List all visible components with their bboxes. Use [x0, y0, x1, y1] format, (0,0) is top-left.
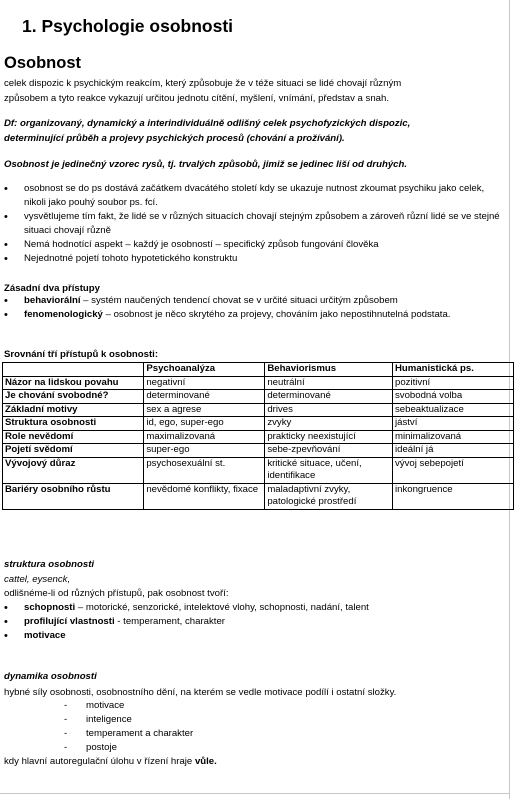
table-row-header: Pojetí svědomí: [3, 444, 144, 458]
page-bottom-edge: [0, 793, 510, 794]
structure-intro: odlišnéme-li od různých přístupů, pak osobnost tvoří:: [4, 588, 229, 599]
approach-term: behaviorální: [24, 295, 81, 306]
table-header-cell: Humanistická ps.: [393, 363, 514, 377]
closing-text: kdy hlavní autoregulační úlohu v řízení hraje: [4, 756, 195, 767]
approach-text: – osobnost je něco skrytého za projevy, chováním jako nepostihnutelná podstata.: [102, 309, 451, 320]
dynamics-closing: [4, 754, 217, 769]
list-item: - postoje: [4, 741, 502, 755]
table-row: [3, 483, 514, 509]
table-row: [3, 430, 514, 444]
table-row: [3, 444, 514, 458]
table-cell: inkongruence: [393, 483, 514, 509]
table-cell: kritické situace, učení, identifikace: [265, 457, 393, 483]
table-cell: sex a agrese: [144, 403, 265, 417]
list-item: • vysvětlujeme tím fakt, že lidé se v různých situacích chovají stejným způsobem a zároveň různí lidé se ve stejné situaci chovají různě: [4, 210, 502, 238]
comparison-title: Srovnání tří přístupů k osobnosti:: [4, 349, 159, 360]
list-item: [4, 601, 502, 615]
table-cell: pozitivní: [393, 376, 514, 390]
list-item: [4, 629, 502, 643]
structure-list: [4, 601, 502, 643]
section-title: Osobnost: [4, 54, 81, 72]
table-cell: nevědomé konflikty, fixace: [144, 483, 265, 509]
table-cell: maximalizovaná: [144, 430, 265, 444]
table-cell: jáství: [393, 417, 514, 431]
dynamics-title: dynamika osobnosti: [4, 671, 97, 682]
table-row-header: Základní motivy: [3, 403, 144, 417]
table-header-cell: [3, 363, 144, 377]
structure-authors: cattel, eysenck,: [4, 574, 71, 585]
approach-term: fenomenologický: [24, 309, 103, 320]
table-row-header: Bariéry osobního růstu: [3, 483, 144, 509]
table-header-row: [3, 363, 514, 377]
structure-text: - temperament, charakter: [114, 616, 225, 627]
approach-text: – systém naučených tendencí chovat se v určité situaci určitým způsobem: [80, 295, 398, 306]
list-item: [4, 308, 502, 322]
table-row: [3, 390, 514, 404]
dynamics-intro: hybné síly osobnosti, osobnostního dění, na kterém se vedle motivace podílí i ostatní složky.: [4, 687, 397, 698]
list-item: - motivace: [4, 699, 502, 713]
table-cell: super-ego: [144, 444, 265, 458]
table-cell: maladaptivní zvyky, patologické prostředí: [265, 483, 393, 509]
list-item: - inteligence: [4, 713, 502, 727]
table-cell: zvyky: [265, 417, 393, 431]
table-row: [3, 376, 514, 390]
structure-term: motivace: [24, 630, 66, 641]
table-cell: determinované: [265, 390, 393, 404]
definition-paragraph: Df: organizovaný, dynamický a interindividuálně odlišný celek psychofyzických dispozic, determinující průběh a projevy psychických procesů (chování a prožívání).: [4, 118, 411, 144]
table-cell: vývoj sebepojetí: [393, 457, 514, 483]
table-row-header: Je chování svobodné?: [3, 390, 144, 404]
document-heading: 1. Psychologie osobnosti: [22, 16, 234, 36]
table-cell: svobodná volba: [393, 390, 514, 404]
structure-term: schopnosti: [24, 602, 76, 613]
approaches-list: [4, 294, 502, 322]
table-cell: id, ego, super-ego: [144, 417, 265, 431]
table-cell: ideální já: [393, 444, 514, 458]
table-body: [3, 376, 514, 509]
table-row-header: Názor na lidskou povahu: [3, 376, 144, 390]
table-cell: sebeaktualizace: [393, 403, 514, 417]
approaches-title: Zásadní dva přístupy: [4, 283, 100, 294]
table-row: [3, 417, 514, 431]
table-cell: minimalizovaná: [393, 430, 514, 444]
structure-term: profilující vlastnosti: [24, 616, 115, 627]
table-cell: sebe-zpevňování: [265, 444, 393, 458]
list-item: • osobnost se do ps dostává začátkem dvacátého století kdy se ukazuje nutnost zkoumat psychiku jako celek, nikoli jako pouhý soubor ps. fcí.: [4, 182, 502, 210]
table-row: [3, 457, 514, 483]
table-row: [3, 403, 514, 417]
closing-bold: vůle.: [194, 756, 217, 767]
list-item: - temperament a charakter: [4, 727, 502, 741]
table-cell: drives: [265, 403, 393, 417]
bullet-list: [4, 182, 502, 266]
list-item: • Nejednotné pojetí tohoto hypotetického konstruktu: [4, 252, 502, 266]
table-row-header: Struktura osobnosti: [3, 417, 144, 431]
table-cell: neutrální: [265, 376, 393, 390]
table-row-header: Vývojový důraz: [3, 457, 144, 483]
table-header-cell: Behaviorismus: [265, 363, 393, 377]
table-cell: prakticky neexistující: [265, 430, 393, 444]
list-item: [4, 615, 502, 629]
dynamics-list: [4, 699, 502, 755]
table-cell: psychosexuální st.: [144, 457, 265, 483]
table-cell: determinované: [144, 390, 265, 404]
list-item: • Nemá hodnotící aspekt – každý je osobností – specifický způsob fungování člověka: [4, 238, 502, 252]
table-header-cell: Psychoanalýza: [144, 363, 265, 377]
intro-paragraph: celek dispozic k psychickým reakcím, který způsobuje že v téže situaci se lidé chovají různým způsobem a tyto reakce vykazují určitou jednotu cítění, myšlení, vnímání, představ a snah.: [4, 78, 402, 104]
statement-paragraph: Osobnost je jedinečný vzorec rysů, tj. trvalých způsobů, jimiž se jedinec liší od druhých.: [4, 159, 408, 170]
structure-title: struktura osobnosti: [4, 559, 95, 570]
structure-text: – motorické, senzorické, intelektové vlohy, schopnosti, nadání, talent: [75, 602, 369, 613]
table-cell: negativní: [144, 376, 265, 390]
list-item: [4, 294, 502, 308]
comparison-table: [2, 362, 514, 510]
table-row-header: Role nevědomí: [3, 430, 144, 444]
